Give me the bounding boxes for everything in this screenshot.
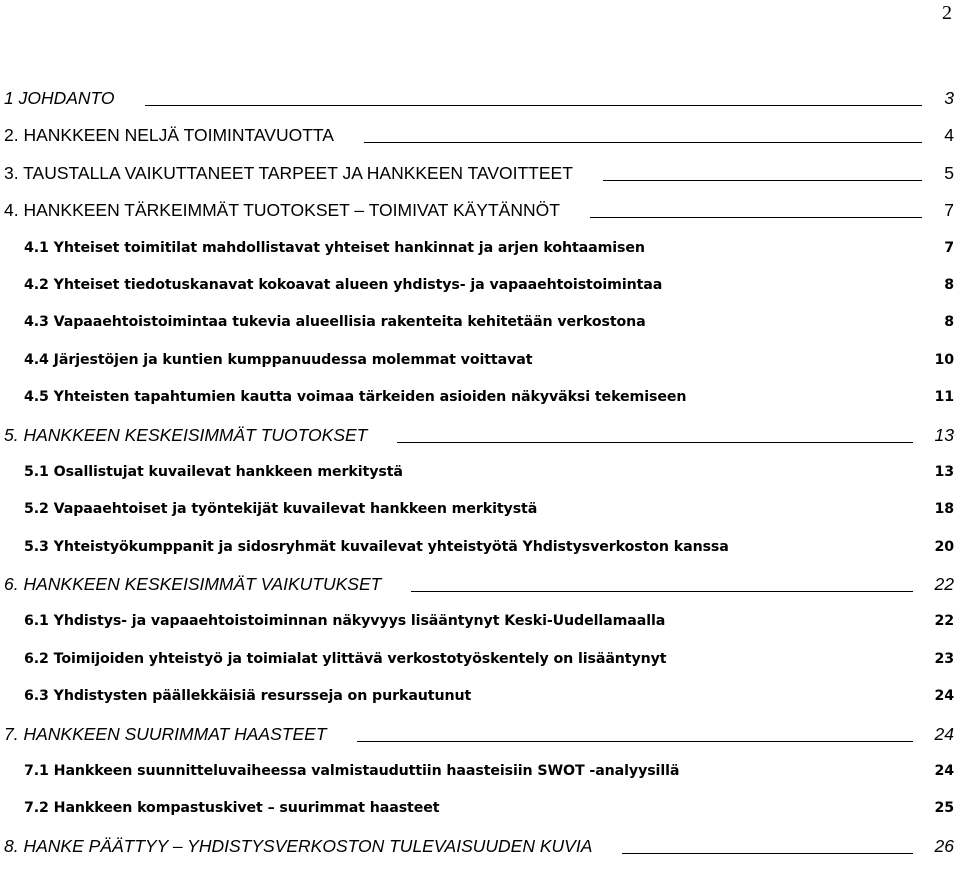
toc-entry-title: 4.5 Yhteisten tapahtumien kautta voimaa tärkeiden asioiden näkyväksi tekemiseen — [24, 389, 687, 406]
table-of-contents — [0, 86, 954, 871]
toc-entry-page: 25 — [934, 800, 954, 817]
toc-entry-title: 2. HANKKEEN NELJÄ TOIMINTAVUOTTA — [4, 125, 334, 146]
toc-entry-title: 6.2 Toimijoiden yhteistyö ja toimialat ylittävä verkostotyöskentely on lisääntynyt — [24, 650, 667, 667]
toc-entry-page: 24 — [934, 763, 954, 780]
toc-entry-page: 7 — [944, 200, 954, 221]
toc-entry-title: 5.2 Vapaaehtoiset ja työntekijät kuvailevat hankkeen merkitystä — [24, 501, 538, 518]
toc-chapter-entry[interactable] — [0, 86, 954, 123]
toc-leader-line — [411, 591, 912, 592]
toc-chapter-entry[interactable] — [0, 834, 954, 871]
toc-entry-title: 4. HANKKEEN TÄRKEIMMÄT TUOTOKSET – TOIMIVAT KÄYTÄNNÖT — [4, 200, 560, 221]
toc-chapter-entry[interactable] — [0, 198, 954, 235]
toc-entry-title: 7. HANKKEEN SUURIMMAT HAASTEET — [4, 723, 327, 744]
toc-entry-page: 7 — [944, 239, 954, 256]
toc-section-entry[interactable] — [0, 273, 954, 310]
toc-entry-title: 6. HANKKEEN KESKEISIMMÄT VAIKUTUKSET — [4, 574, 382, 595]
toc-leader-line — [145, 105, 923, 106]
toc-chapter-entry[interactable] — [0, 572, 954, 609]
toc-entry-page: 13 — [934, 463, 954, 480]
toc-entry-title: 5.3 Yhteistyökumppanit ja sidosryhmät kuvailevat yhteistyötä Yhdistysverkoston kanssa — [24, 538, 729, 555]
toc-entry-title: 7.2 Hankkeen kompastuskivet – suurimmat haasteet — [24, 800, 440, 817]
toc-entry-title: 7.1 Hankkeen suunnitteluvaiheessa valmistauduttiin haasteisiin SWOT -analyysillä — [24, 763, 680, 780]
toc-entry-title: 6.1 Yhdistys- ja vapaaehtoistoiminnan näkyvyys lisääntynyt Keski-Uudellamaalla — [24, 613, 666, 630]
toc-entry-page: 8 — [944, 276, 954, 293]
toc-entry-page: 13 — [934, 424, 954, 445]
toc-entry-title: 6.3 Yhdistysten päällekkäisiä resursseja on purkautunut — [24, 688, 472, 705]
toc-chapter-entry[interactable] — [0, 123, 954, 160]
toc-section-entry[interactable] — [0, 310, 954, 347]
toc-section-entry[interactable] — [0, 535, 954, 572]
toc-section-entry[interactable] — [0, 348, 954, 385]
toc-section-entry[interactable] — [0, 385, 954, 422]
toc-entry-page: 3 — [944, 88, 954, 108]
toc-leader-line — [603, 180, 922, 181]
toc-chapter-entry[interactable] — [0, 722, 954, 759]
toc-entry-page: 23 — [934, 650, 954, 667]
toc-entry-page: 11 — [934, 389, 954, 406]
toc-entry-title: 1 JOHDANTO — [4, 88, 115, 108]
toc-section-entry[interactable] — [0, 609, 954, 646]
toc-section-entry[interactable] — [0, 236, 954, 273]
toc-section-entry[interactable] — [0, 759, 954, 796]
toc-section-entry[interactable] — [0, 497, 954, 534]
toc-entry-title: 5.1 Osallistujat kuvailevat hankkeen merkitystä — [24, 463, 403, 480]
toc-entry-page: 22 — [934, 613, 954, 630]
toc-entry-title: 5. HANKKEEN KESKEISIMMÄT TUOTOKSET — [4, 424, 368, 445]
toc-entry-title: 4.2 Yhteiset tiedotuskanavat kokoavat alueen yhdistys- ja vapaaehtoistoimintaa — [24, 276, 663, 293]
toc-entry-page: 20 — [934, 538, 954, 555]
toc-chapter-entry[interactable] — [0, 423, 954, 460]
toc-entry-page: 18 — [934, 501, 954, 518]
toc-entry-page: 10 — [934, 351, 954, 368]
toc-entry-page: 8 — [944, 314, 954, 331]
toc-leader-line — [397, 442, 912, 443]
toc-entry-title: 3. TAUSTALLA VAIKUTTANEET TARPEET JA HANKKEEN TAVOITTEET — [4, 162, 573, 183]
toc-leader-line — [357, 741, 913, 742]
toc-entry-title: 4.4 Järjestöjen ja kuntien kumppanuudessa molemmat voittavat — [24, 351, 533, 368]
toc-leader-line — [622, 853, 912, 854]
toc-section-entry[interactable] — [0, 684, 954, 721]
toc-leader-line — [590, 217, 922, 218]
toc-entry-page: 24 — [934, 688, 954, 705]
toc-section-entry[interactable] — [0, 460, 954, 497]
toc-entry-title: 4.3 Vapaaehtoistoimintaa tukevia alueellisia rakenteita kehitetään verkostona — [24, 314, 646, 331]
toc-leader-line — [364, 142, 922, 143]
page-number: 2 — [942, 2, 952, 24]
toc-section-entry[interactable] — [0, 647, 954, 684]
toc-section-entry[interactable] — [0, 796, 954, 833]
toc-entry-page: 26 — [934, 835, 954, 856]
toc-entry-page: 4 — [944, 125, 954, 146]
toc-chapter-entry[interactable] — [0, 161, 954, 198]
toc-entry-page: 22 — [934, 574, 954, 595]
toc-entry-page: 24 — [934, 723, 954, 744]
toc-entry-title: 4.1 Yhteiset toimitilat mahdollistavat yhteiset hankinnat ja arjen kohtaamisen — [24, 239, 645, 256]
toc-entry-title: 8. HANKE PÄÄTTYY – YHDISTYSVERKOSTON TULEVAISUUDEN KUVIA — [4, 835, 593, 856]
toc-entry-page: 5 — [944, 162, 954, 183]
